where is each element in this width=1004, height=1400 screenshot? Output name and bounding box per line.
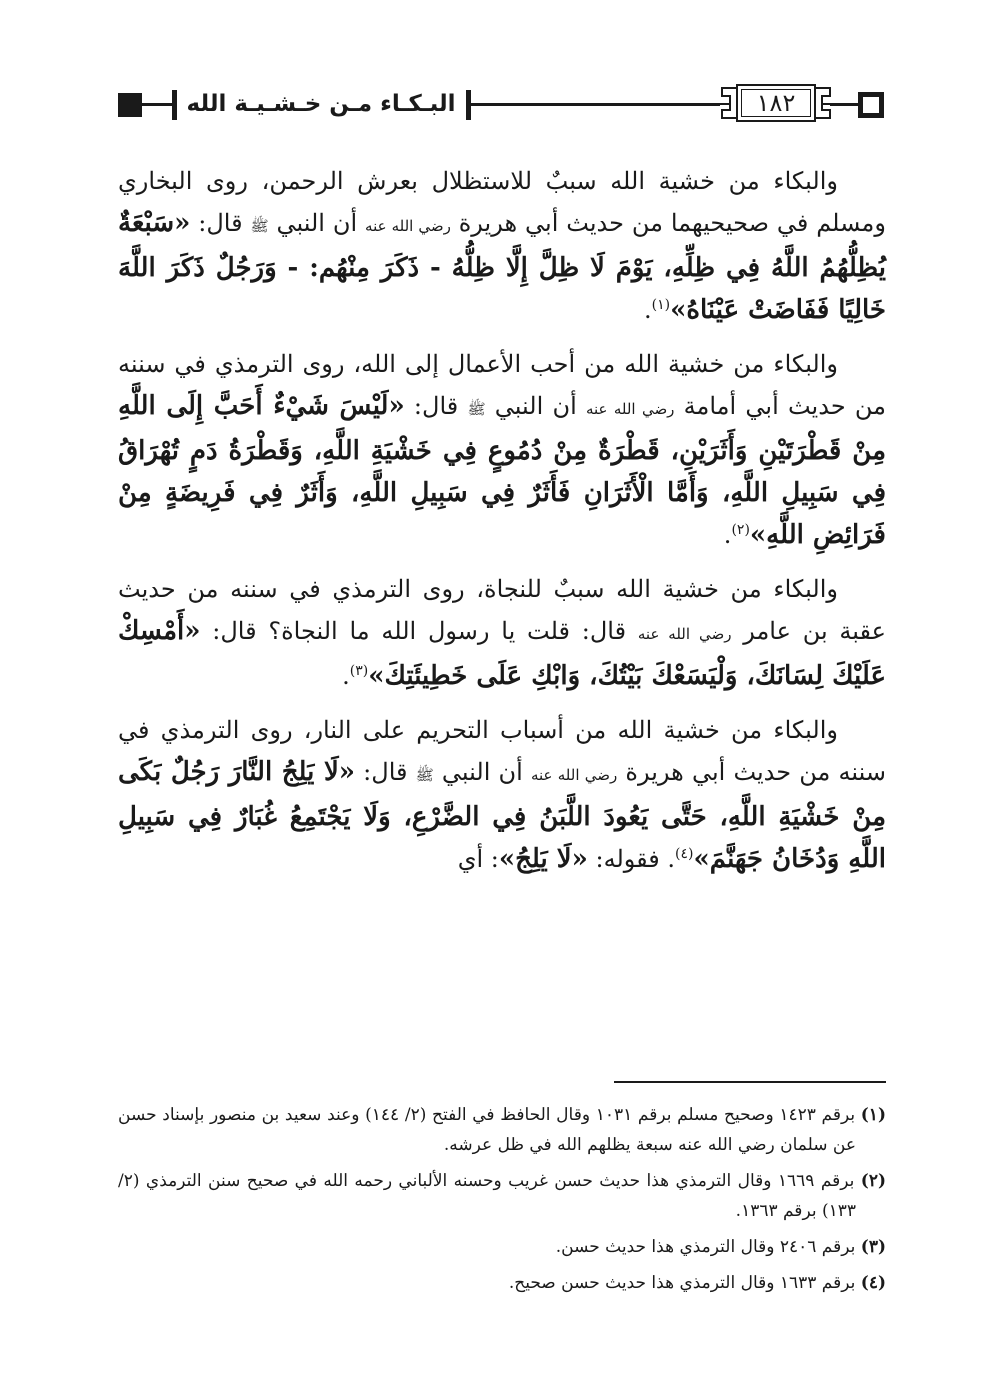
honorific-symbol: رضي الله عنه bbox=[637, 625, 732, 643]
footnote: (٢) برقم ١٦٦٩ وقال الترمذي هذا حديث حسن غريب وحسنه الألباني رحمه الله في صحيح سنن الترمذي (٢/ ١٣٣) برقم ١٣٦٣. bbox=[118, 1171, 887, 1221]
paragraph: والبكاء من خشية الله سببٌ للاستظلال بعرش الرحمن، روى البخاري ومسلم في صحيحيهما من حديث أبي هريرة رضي الله عنه أن النبي ﷺ قال: «سَبْعَةٌ يُظِلُّهُمُ اللَّهُ فِي ظِلِّهِ، يَوْمَ لَا ظِلَّ إِلَّا ظِلُّهُ - ذَكَرَ مِنْهُم: - وَرَجُلٌ ذَكَرَ اللَّهَ خَالِيًا فَفَاضَتْ عَيْنَاهُ»$^{(١)}$. bbox=[118, 167, 886, 325]
honorific-symbol: ﷺ bbox=[250, 217, 269, 235]
honorific-symbol: ﷺ bbox=[467, 400, 486, 418]
footnote-separator bbox=[614, 1081, 886, 1083]
hadith-quote: «لَيْسَ شَيْءٌ أَحَبَّ إِلَى اللَّهِ مِنْ قَطْرَتَيْنِ وَأَثَرَيْنِ، قَطْرَةٌ مِنْ دُمُوعٍ فِي خَشْيَةِ اللَّهِ، وَقَطْرَةُ دَمٍ تُهْرَاقُ فِي سَبِيلِ اللَّهِ، وَأَمَّا الْأَثَرَانِ فَأَثَرٌ فِي سَبِيلِ اللَّهِ، وَأَثَرٌ فِي فَرِيضَةٍ مِنْ فَرَائِضِ اللَّهِ» bbox=[118, 391, 887, 550]
header-rule bbox=[470, 103, 720, 106]
footnote-ref: (٣) bbox=[349, 663, 369, 679]
footnote-number: (٢) bbox=[860, 1171, 887, 1191]
paragraph: والبكاء من خشية الله من أحب الأعمال إلى الله، روى الترمذي في سننه من حديث أبي أمامة رضي الله عنه أن النبي ﷺ قال: «لَيْسَ شَيْءٌ أَحَبَّ إِلَى اللَّهِ مِنْ قَطْرَتَيْنِ وَأَثَرَيْنِ، قَطْرَةٌ مِنْ دُمُوعٍ فِي خَشْيَةِ اللَّهِ، وَقَطْرَةُ دَمٍ تُهْرَاقُ فِي سَبِيلِ اللَّهِ، وَأَمَّا الْأَثَرَانِ فَأَثَرٌ فِي سَبِيلِ اللَّهِ، وَأَثَرٌ فِي فَرِيضَةٍ مِنْ فَرَائِضِ اللَّهِ»$^{(٢)}$. bbox=[118, 350, 887, 550]
honorific-symbol: رضي الله عنه bbox=[530, 766, 618, 784]
header-divider-bar bbox=[172, 90, 177, 120]
footnote-ref: (٤) bbox=[675, 846, 694, 862]
main-text bbox=[118, 160, 886, 892]
footnote-number: (٣) bbox=[860, 1237, 886, 1257]
footnote-number: (١) bbox=[860, 1105, 886, 1125]
paragraph: والبكاء من خشية الله من أسباب التحريم على النار، روى الترمذي في سننه من حديث أبي هريرة رضي الله عنه أن النبي ﷺ قال: «لَا يَلِجُ النَّارَ رَجُلٌ بَكَى مِنْ خَشْيَةِ اللَّهِ، حَتَّى يَعُودَ اللَّبَنُ فِي الضَّرْعِ، وَلَا يَجْتَمِعُ غُبَارٌ فِي سَبِيلِ اللَّهِ وَدُخَانُ جَهَنَّمَ»$^{(٤)}$. فقوله: «لَا يَلِجُ»: أي bbox=[118, 716, 886, 874]
header-rule bbox=[140, 103, 172, 106]
hadith-quote: «أَمْسِكْ عَلَيْكَ لِسَانَكَ، وَلْيَسَعْكَ بَيْتُكَ، وَابْكِ عَلَى خَطِيئَتِكَ» bbox=[118, 616, 886, 691]
header-square-left-ornament bbox=[118, 93, 142, 117]
footnote: (٣) برقم ٢٤٠٦ وقال الترمذي هذا حديث حسن. bbox=[555, 1237, 886, 1257]
header-square-right-ornament bbox=[858, 92, 884, 118]
honorific-symbol: رضي الله عنه bbox=[585, 400, 675, 418]
honorific-symbol: رضي الله عنه bbox=[365, 217, 451, 235]
footnote-number: (٤) bbox=[860, 1273, 886, 1293]
footnote-ref: (٢) bbox=[731, 522, 750, 538]
fret-ornament-icon bbox=[716, 84, 736, 122]
footnote: (٤) برقم ١٦٣٣ وقال الترمذي هذا حديث حسن صحيح. bbox=[508, 1273, 886, 1293]
page-number: ١٨٢ bbox=[736, 84, 816, 122]
hadith-quote: «لَا يَلِجُ» bbox=[498, 844, 588, 874]
hadith-quote: «سَبْعَةٌ يُظِلُّهُمُ اللَّهُ فِي ظِلِّهِ، يَوْمَ لَا ظِلَّ إِلَّا ظِلُّهُ - ذَكَرَ مِنْهُم: - وَرَجُلٌ ذَكَرَ اللَّهَ خَالِيًا فَفَاضَتْ عَيْنَاهُ» bbox=[118, 208, 886, 325]
footnotes bbox=[118, 1100, 886, 1304]
footnote: (١) برقم ١٤٢٣ وصحيح مسلم برقم ١٠٣١ وقال الحافظ في الفتح (٢/ ١٤٤) وعند سعيد بن منصور بإسناد حسن عن سلمان رضي الله عنه سبعة يظلهم الله في ظل عرشه. bbox=[118, 1105, 886, 1155]
paragraph: والبكاء من خشية الله سببٌ للنجاة، روى الترمذي في سننه من حديث عقبة بن عامر رضي الله عنه قال: قلت يا رسول الله ما النجاة؟ قال: «أَمْسِكْ عَلَيْكَ لِسَانَكَ، وَلْيَسَعْكَ بَيْتُكَ، وَابْكِ عَلَى خَطِيئَتِكَ»$^{(٣)}$. bbox=[118, 575, 886, 691]
hadith-quote: «لَا يَلِجُ النَّارَ رَجُلٌ بَكَى مِنْ خَشْيَةِ اللَّهِ، حَتَّى يَعُودَ اللَّبَنُ فِي الضَّرْعِ، وَلَا يَجْتَمِعُ غُبَارٌ فِي سَبِيلِ اللَّهِ وَدُخَانُ جَهَنَّمَ» bbox=[118, 757, 886, 874]
footnote-ref: (١) bbox=[651, 297, 671, 313]
honorific-symbol: ﷺ bbox=[415, 766, 434, 784]
header-rule bbox=[830, 103, 858, 106]
running-title: البـكـاء مـن خـشـيـة الله bbox=[186, 91, 456, 117]
